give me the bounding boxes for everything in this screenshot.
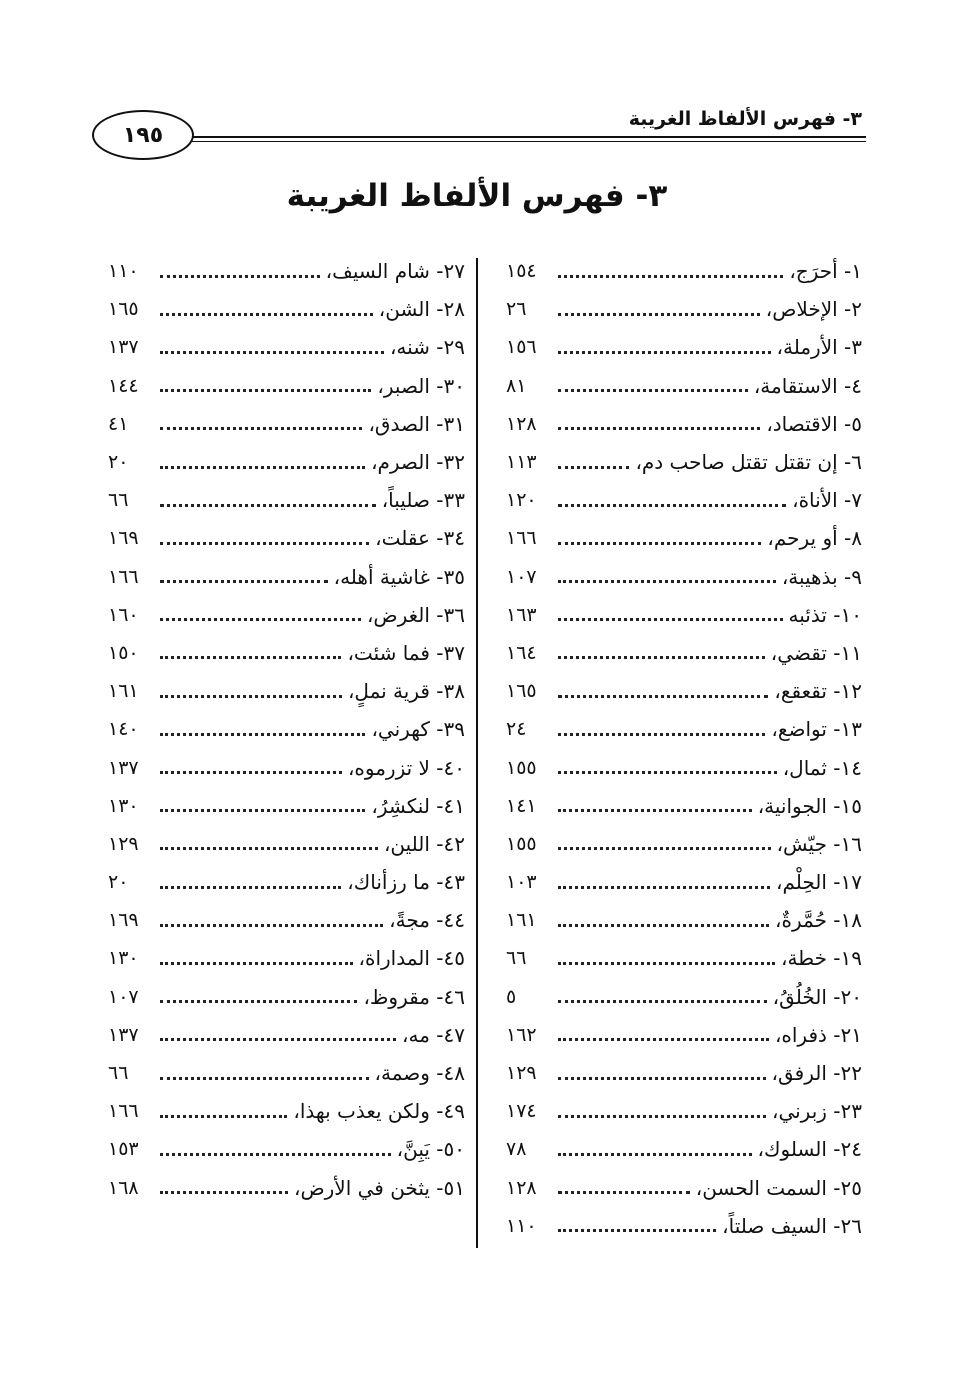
dot-leader: [558, 962, 775, 965]
dot-leader: [558, 733, 765, 736]
entry-page-number: ١٢٨: [506, 1176, 537, 1199]
dot-leader: [160, 275, 320, 278]
index-entry: [506, 748, 862, 786]
entry-page-number: ١٦٦: [108, 1100, 139, 1123]
index-entry: [506, 787, 862, 825]
entry-page-number: ١٥٣: [108, 1138, 139, 1161]
entry-term: ١٠- تذئبه: [788, 602, 862, 627]
dot-leader: [558, 656, 765, 659]
entry-term: ٧- الأناة،: [792, 488, 862, 513]
entry-term: ٢٤- السلوك،: [757, 1137, 862, 1162]
entry-page-number: ١٢٨: [506, 412, 537, 435]
entry-page-number: ٢٤: [506, 718, 527, 741]
entry-term: ٤٠- لا تزرموه،: [347, 755, 465, 780]
entry-page-number: ١٣٠: [108, 794, 139, 817]
index-entry: [108, 328, 465, 366]
dot-leader: [558, 809, 752, 812]
dot-leader: [160, 504, 376, 507]
entry-term: ٤٨- وصمة،: [374, 1061, 465, 1086]
entry-term: ٢٠- الخُلُقُ،: [772, 984, 862, 1009]
entry-page-number: ١٦٩: [108, 527, 139, 550]
dot-leader: [160, 847, 378, 850]
entry-term: ٣٨- قرية نملٍ،: [347, 679, 465, 704]
index-entry: [108, 596, 465, 634]
entry-page-number: ١٢٩: [108, 832, 139, 855]
index-entry: [506, 1016, 862, 1054]
dot-leader: [160, 313, 373, 316]
entry-term: ٦- إن تقتل تقتل صاحب دم،: [635, 450, 862, 475]
index-entry: [506, 1169, 862, 1207]
dot-leader: [558, 1000, 767, 1003]
index-entry: [108, 1169, 465, 1207]
index-entry: [506, 328, 862, 366]
dot-leader: [558, 351, 771, 354]
dot-leader: [558, 886, 770, 889]
index-entry: [506, 1130, 862, 1168]
dot-leader: [160, 1153, 391, 1156]
index-entry: [506, 519, 862, 557]
entry-term: ١٣- تواضع،: [771, 717, 862, 742]
entry-page-number: ٢٦: [506, 298, 527, 321]
entry-term: ٢٥- السمت الحسن،: [695, 1175, 862, 1200]
dot-leader: [160, 427, 362, 430]
dot-leader: [558, 695, 768, 698]
entry-page-number: ١٥٥: [506, 832, 537, 855]
entry-page-number: ٤١: [108, 412, 129, 435]
entry-term: ٩- بذهيبة،: [781, 564, 862, 589]
entry-page-number: ١٦٥: [506, 680, 537, 703]
entry-term: ٣٤- عقلت،: [375, 526, 465, 551]
dot-leader: [160, 962, 353, 965]
index-entry: [506, 252, 862, 290]
entry-term: ٢٨- الشن،: [378, 297, 465, 322]
entry-term: ٣٩- كهرني،: [371, 717, 465, 742]
entry-term: ٢١- ذفراه،: [774, 1022, 862, 1047]
dot-leader: [558, 847, 771, 850]
dot-leader: [558, 1191, 690, 1194]
entry-page-number: ١١٠: [108, 260, 139, 283]
entry-page-number: ١٦٠: [108, 603, 139, 626]
entry-page-number: ١٦١: [506, 909, 537, 932]
index-entry: [506, 443, 862, 481]
entry-term: ٢٦- السيف صلتاً،: [722, 1213, 862, 1238]
entry-page-number: ٦٦: [108, 1062, 129, 1085]
entry-page-number: ٥: [506, 985, 517, 1008]
entry-term: ٤- الاستقامة،: [753, 373, 862, 398]
index-entry: [108, 1016, 465, 1054]
index-entry: [506, 863, 862, 901]
index-entry: [108, 863, 465, 901]
dot-leader: [558, 580, 776, 583]
dot-leader: [558, 771, 777, 774]
dot-leader: [558, 1153, 752, 1156]
page-number-badge: [92, 110, 194, 160]
entry-term: ٢٩- شنه،: [389, 335, 465, 360]
index-entry: [506, 290, 862, 328]
index-entry: [108, 710, 465, 748]
entry-page-number: ١٢٩: [506, 1062, 537, 1085]
index-entry: [108, 901, 465, 939]
entry-term: ٣٠- الصبر،: [377, 373, 465, 398]
entry-term: ٨- أو يرحم،: [767, 526, 862, 551]
entry-page-number: ١٤١: [506, 794, 537, 817]
entry-page-number: ١٦٦: [506, 527, 537, 550]
header-rule-thin: [180, 141, 866, 142]
dot-leader: [558, 313, 760, 316]
entry-term: ٤٢- اللين،: [383, 831, 465, 856]
entry-page-number: ١٦٨: [108, 1176, 139, 1199]
page-title: ٣- فهرس الألفاظ الغريبة: [286, 178, 668, 214]
index-entry: [506, 481, 862, 519]
dot-leader: [160, 1191, 288, 1194]
entry-term: ٣٣- صليباً،: [381, 488, 465, 513]
entry-term: ١٢- تقعقع،: [774, 679, 862, 704]
dot-leader: [558, 466, 629, 469]
entry-term: ٤٦- مقروظ،: [363, 984, 465, 1009]
entry-page-number: ١٧٤: [506, 1100, 537, 1123]
entry-page-number: ١٣٧: [108, 1023, 139, 1046]
index-entry: [108, 558, 465, 596]
dot-leader: [558, 1229, 716, 1232]
entry-term: ٢٣- زبرني،: [771, 1099, 862, 1124]
entry-page-number: ٢٠: [108, 871, 129, 894]
entry-term: ١٤- ثمال،: [782, 755, 862, 780]
entry-page-number: ٦٦: [506, 947, 527, 970]
index-entry: [108, 367, 465, 405]
entry-term: ٣- الأرملة،: [776, 335, 862, 360]
entry-page-number: ٢٠: [108, 451, 129, 474]
index-entry: [506, 596, 862, 634]
entry-page-number: ١٢٠: [506, 489, 537, 512]
entry-page-number: ١٥٠: [108, 641, 139, 664]
index-entry: [506, 558, 862, 596]
entry-term: ٢٧- شام السيف،: [325, 259, 465, 284]
dot-leader: [160, 542, 369, 545]
entry-page-number: ١٠٧: [108, 985, 139, 1008]
dot-leader: [160, 618, 361, 621]
entry-term: ١٨- حُمَّرةٌ،: [775, 908, 862, 933]
index-entry: [108, 1130, 465, 1168]
index-entry: [108, 939, 465, 977]
dot-leader: [160, 1000, 357, 1003]
dot-leader: [160, 389, 371, 392]
entry-term: ٢٢- الرفق،: [771, 1061, 862, 1086]
entry-page-number: ١٦٥: [108, 298, 139, 321]
index-entry: [108, 519, 465, 557]
entry-term: ٤٣- ما رزأناك،: [347, 870, 465, 895]
entry-term: ١٩- خطة،: [780, 946, 862, 971]
index-entry: [506, 634, 862, 672]
entry-term: ٥٠- يَبِنَّ،: [396, 1137, 465, 1162]
dot-leader: [160, 466, 365, 469]
dot-leader: [558, 504, 786, 507]
index-entry: [108, 443, 465, 481]
entry-page-number: ١٠٣: [506, 871, 537, 894]
dot-leader: [558, 542, 761, 545]
entry-term: ٣٢- الصرم،: [371, 450, 465, 475]
index-entry: [108, 672, 465, 710]
entry-page-number: ١٣٧: [108, 756, 139, 779]
dot-leader: [160, 733, 365, 736]
page-number: ١٩٥: [122, 122, 164, 148]
entry-page-number: ١٥٥: [506, 756, 537, 779]
dot-leader: [160, 695, 342, 698]
index-entry: [506, 978, 862, 1016]
entry-term: ١- أحرَج،: [789, 259, 862, 284]
entry-page-number: ١٦٩: [108, 909, 139, 932]
entry-page-number: ١٤٤: [108, 374, 139, 397]
entry-term: ١٧- الحِلْم،: [775, 870, 862, 895]
dot-leader: [558, 427, 760, 430]
entry-page-number: ١٥٤: [506, 260, 537, 283]
dot-leader: [160, 580, 328, 583]
entry-term: ٣٦- الغرض،: [366, 602, 465, 627]
entry-term: ٥١- يثخن في الأرض،: [294, 1175, 465, 1200]
index-entry: [506, 1054, 862, 1092]
index-entry: [108, 481, 465, 519]
entry-page-number: ١٦٢: [506, 1023, 537, 1046]
entry-page-number: ١٦٦: [108, 565, 139, 588]
entry-page-number: ١٤٠: [108, 718, 139, 741]
running-header-title: ٣- فهرس الألفاظ الغريبة: [628, 108, 862, 130]
entry-term: ٣٥- غاشية أهله،: [333, 564, 465, 589]
index-entry: [506, 901, 862, 939]
index-column-right: [506, 252, 862, 1245]
index-entry: [506, 405, 862, 443]
dot-leader: [160, 656, 341, 659]
index-entry: [108, 1054, 465, 1092]
entry-page-number: ٧٨: [506, 1138, 527, 1161]
entry-page-number: ١٦٣: [506, 603, 537, 626]
index-entry: [108, 405, 465, 443]
index-entry: [108, 252, 465, 290]
entry-page-number: ٨١: [506, 374, 527, 397]
dot-leader: [160, 771, 342, 774]
dot-leader: [160, 1038, 396, 1041]
entry-term: ٥- الاقتصاد،: [766, 411, 862, 436]
entry-page-number: ١٦١: [108, 680, 139, 703]
entry-term: ٤٧- مه،: [402, 1022, 465, 1047]
entry-term: ٢- الإخلاص،: [765, 297, 862, 322]
dot-leader: [558, 1115, 766, 1118]
dot-leader: [558, 618, 783, 621]
entry-term: ١١- تقضي،: [770, 640, 862, 665]
index-entry: [108, 290, 465, 328]
index-column-left: [108, 252, 465, 1207]
entry-page-number: ١٦٤: [506, 641, 537, 664]
entry-page-number: ١٠٧: [506, 565, 537, 588]
dot-leader: [160, 924, 383, 927]
entry-term: ٤٩- ولكن يعذب بهذا،: [293, 1099, 465, 1124]
index-entry: [506, 939, 862, 977]
entry-page-number: ١١٣: [506, 451, 537, 474]
dot-leader: [160, 886, 341, 889]
entry-term: ٤٥- المداراة،: [358, 946, 465, 971]
index-entry: [108, 1092, 465, 1130]
dot-leader: [160, 1115, 287, 1118]
header-rule: [180, 136, 866, 138]
dot-leader: [558, 924, 769, 927]
index-entry: [506, 1092, 862, 1130]
dot-leader: [160, 1077, 369, 1080]
entry-page-number: ١٥٦: [506, 336, 537, 359]
entry-term: ٤٤- مجةً،: [389, 908, 465, 933]
dot-leader: [558, 389, 748, 392]
index-entry: [108, 978, 465, 1016]
entry-page-number: ٦٦: [108, 489, 129, 512]
index-entry: [108, 825, 465, 863]
entry-term: ٣٧- فما شئت،: [347, 640, 465, 665]
entry-term: ٤١- لنكشِرُ،: [371, 793, 465, 818]
dot-leader: [160, 809, 365, 812]
index-entry: [108, 748, 465, 786]
index-entry: [506, 1207, 862, 1245]
index-entry: [108, 787, 465, 825]
entry-term: ٣١- الصدق،: [368, 411, 465, 436]
entry-term: ١٥- الجوانية،: [757, 793, 862, 818]
entry-page-number: ١١٠: [506, 1214, 537, 1237]
dot-leader: [558, 1038, 769, 1041]
index-entry: [506, 825, 862, 863]
dot-leader: [558, 275, 783, 278]
entry-page-number: ١٣٠: [108, 947, 139, 970]
index-entry: [506, 672, 862, 710]
dot-leader: [558, 1077, 766, 1080]
index-entry: [506, 367, 862, 405]
index-entry: [506, 710, 862, 748]
index-entry: [108, 634, 465, 672]
entry-term: ١٦- جيّش،: [776, 831, 862, 856]
dot-leader: [160, 351, 384, 354]
column-divider: [476, 258, 478, 1248]
entry-page-number: ١٣٧: [108, 336, 139, 359]
